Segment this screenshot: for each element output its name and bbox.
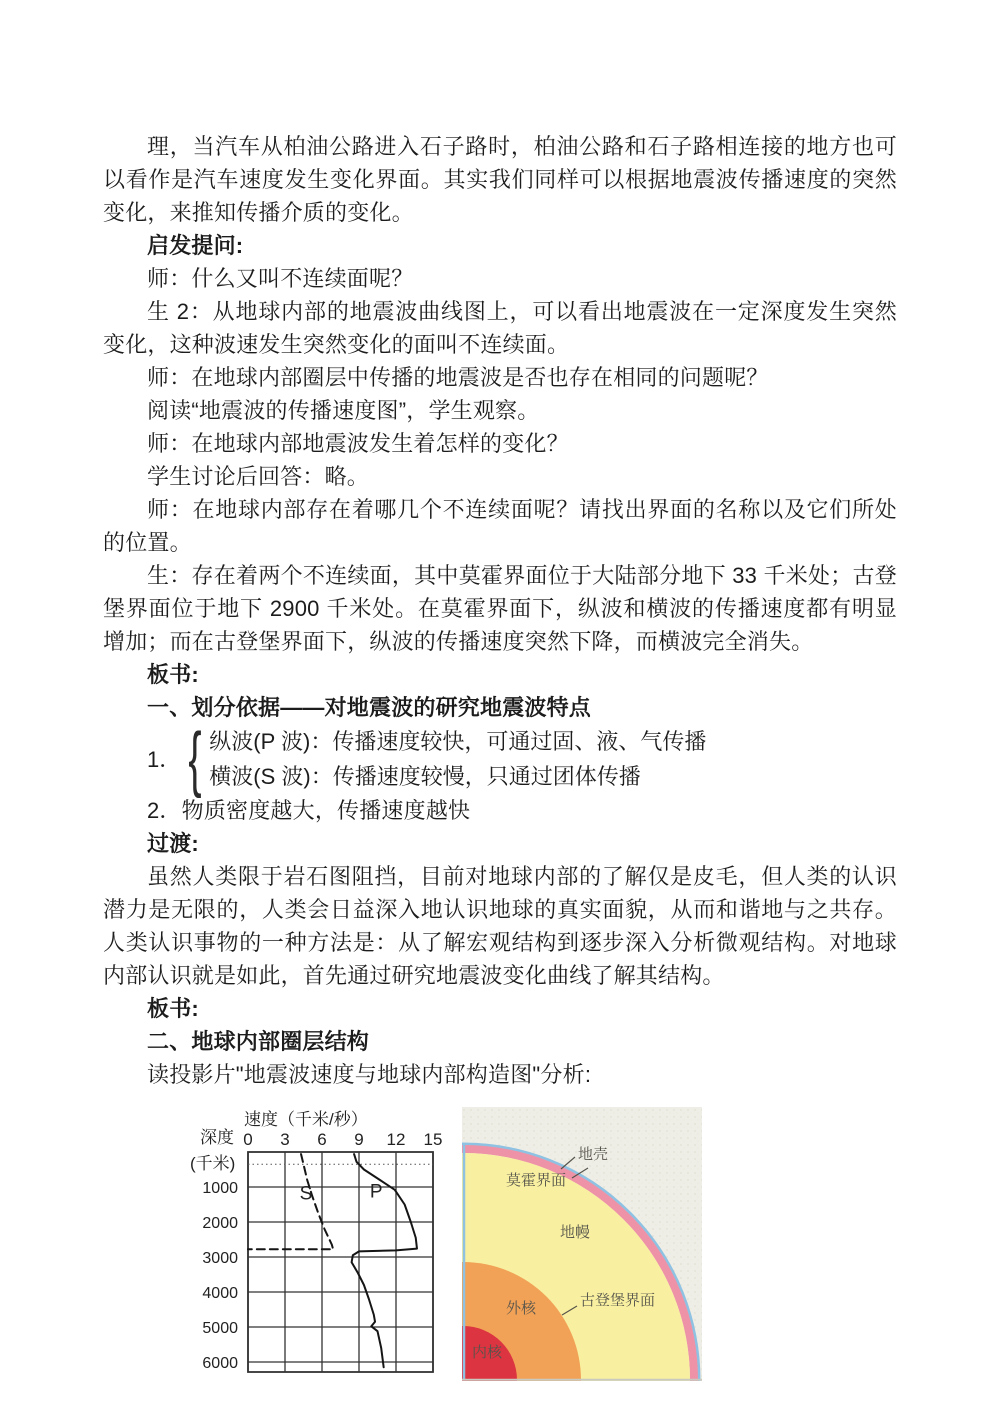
label-inner-core: 内核 — [472, 1344, 503, 1361]
paragraph: 理，当汽车从柏油公路进入石子路时，柏油公路和石子路相连接的地方也可以看作是汽车速度发生变化界面。其实我们同样可以根据地震波传播速度的突然变化，来推知传播介质的变化。 — [103, 134, 897, 225]
svg-text:12: 12 — [386, 1130, 406, 1149]
paragraph: 生 2：从地球内部的地震波曲线图上，可以看出地震波在一定深度发生突然变化，这种波速发生突然变化的面叫不连续面。 — [103, 299, 897, 357]
brace-line: 横波(S 波)：传播速度较慢，只通过团体传播 — [209, 764, 641, 789]
list-number: 1． — [147, 746, 182, 772]
heading: 板书: — [147, 662, 199, 687]
svg-text:2000: 2000 — [202, 1215, 238, 1232]
paragraph: 师：什么又叫不连续面呢？ — [147, 266, 414, 291]
svg-text:3000: 3000 — [202, 1250, 238, 1267]
svg-text:5000: 5000 — [202, 1320, 238, 1337]
svg-text:6: 6 — [317, 1130, 327, 1149]
svg-text:1000: 1000 — [202, 1180, 238, 1197]
paragraph: 师：在地球内部圈层中传播的地震波是否也存在相同的问题呢？ — [147, 365, 769, 390]
paragraph: 学生讨论后回答：略。 — [147, 464, 370, 489]
document-body — [103, 130, 897, 1091]
label-mantle: 地幔 — [560, 1224, 591, 1241]
svg-text:6000: 6000 — [202, 1355, 238, 1372]
paragraph: 师：在地球内部存在着哪几个不连续面呢？请找出界面的名称以及它们所处的位置。 — [103, 497, 897, 555]
paragraph: 虽然人类限于岩石图阻挡，目前对地球内部的了解仅是皮毛，但人类的认识潜力是无限的，人类会日益深入地认识地球的真实面貌，从而和谐地与之共存。人类认识事物的一种方法是：从了解宏观结构到逐步深入分析微观结构。对地球内部认识就是如此，首先通过研究地震波变化曲线了解其结构。 — [103, 864, 897, 988]
svg-text:0: 0 — [243, 1130, 253, 1149]
paragraph: 阅读“地震波的传播速度图”，学生观察。 — [147, 398, 540, 423]
paragraph: 2．物质密度越大，传播速度越快 — [147, 798, 471, 823]
label-crust: 地壳 — [578, 1146, 609, 1163]
heading: 一、划分依据——对地震波的研究地震波特点 — [147, 695, 592, 720]
brace-line: 纵波(P 波)：传播速度较快，可通过固、液、气传播 — [209, 729, 707, 754]
label-outer-core: 外核 — [506, 1300, 537, 1317]
paragraph: 师：在地球内部地震波发生着怎样的变化？ — [147, 431, 569, 456]
heading: 启发提问: — [147, 233, 244, 258]
svg-text:4000: 4000 — [202, 1285, 238, 1302]
svg-text:9: 9 — [354, 1130, 364, 1149]
svg-text:深度: 深度 — [200, 1128, 234, 1147]
paragraph: 读投影片"地震波速度与地球内部构造图"分析: — [147, 1062, 592, 1087]
heading: 板书: — [147, 996, 199, 1021]
figure-row — [103, 1107, 897, 1397]
label-gutenberg: 古登堡界面 — [580, 1292, 656, 1309]
heading: 二、地球内部圈层结构 — [147, 1029, 370, 1054]
svg-text:S: S — [299, 1183, 313, 1205]
svg-text:速度（千米/秒）: 速度（千米/秒） — [244, 1110, 368, 1129]
label-moho: 莫霍界面 — [506, 1172, 567, 1189]
list-item-brace — [147, 719, 897, 799]
brace-glyph: { — [188, 719, 202, 799]
svg-text:15: 15 — [423, 1130, 443, 1149]
svg-text:(千米): (千米) — [190, 1154, 236, 1173]
earth-interior-structure-diagram — [462, 1107, 702, 1381]
heading: 过渡: — [147, 831, 199, 856]
seismic-wave-velocity-chart — [188, 1107, 444, 1397]
svg-text:3: 3 — [280, 1130, 290, 1149]
svg-text:P: P — [369, 1181, 383, 1203]
paragraph: 生：存在着两个不连续面，其中莫霍界面位于大陆部分地下 33 千米处；古登堡界面位于地下 2900 千米处。在莫霍界面下，纵波和横波的传播速度都有明显增加；而在古登堡界面下，纵波的传播速度突然下降，而横波完全消失。 — [103, 563, 897, 654]
